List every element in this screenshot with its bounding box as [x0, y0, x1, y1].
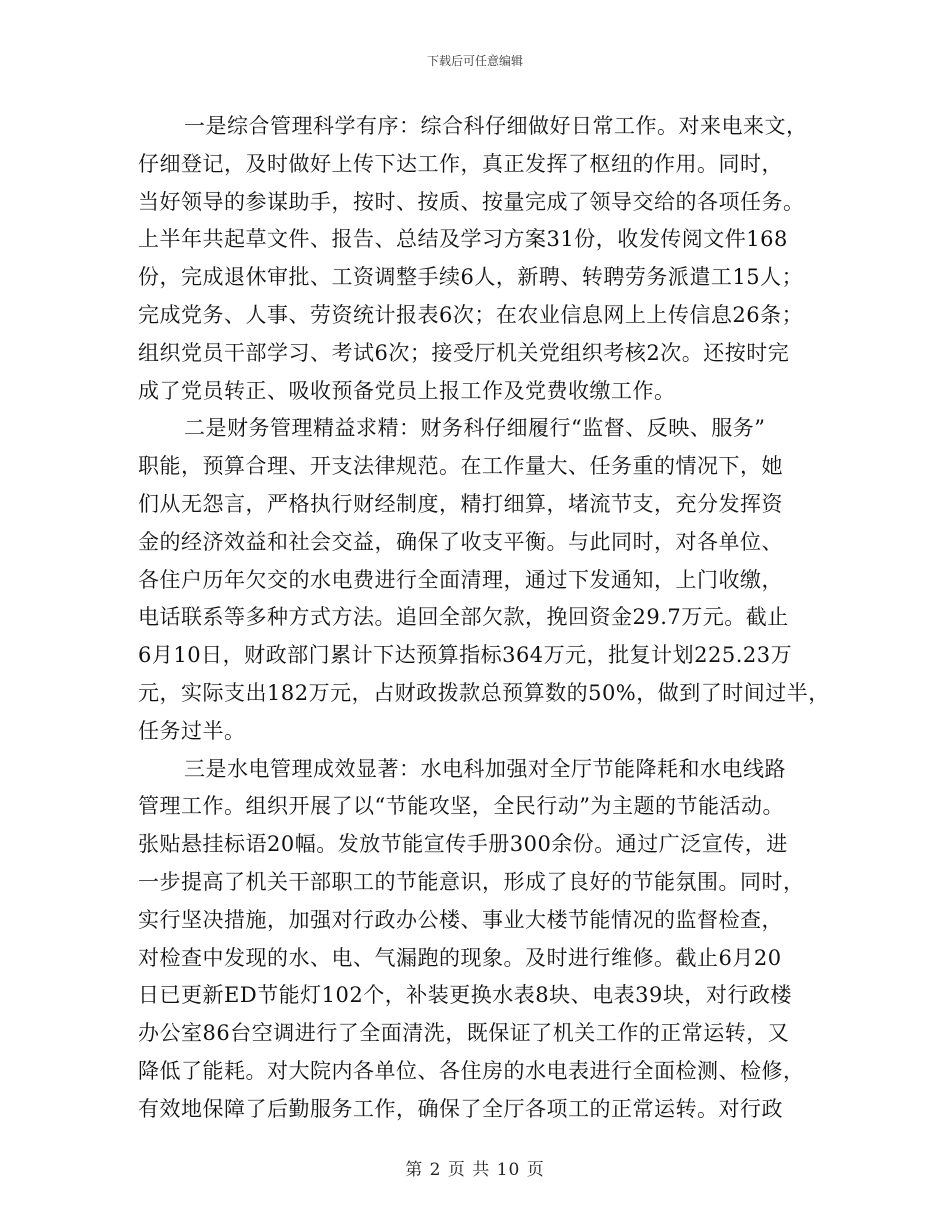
paragraph-line: 一是综合管理科学有序：综合科仔细做好日常工作。对来电来文，: [184, 114, 808, 138]
paragraph-line: 当好领导的参谋助手，按时、按质、按量完成了领导交给的各项任务。: [138, 189, 805, 214]
paragraph-line: 组织党员干部学习、考试6次；接受厅机关党组织考核2次。还按时完: [138, 340, 790, 365]
paragraph-line: 日已更新ED节能灯102个，补装更换水表8块、电表39块，对行政楼: [138, 983, 792, 1008]
paragraph-line: 上半年共起草文件、报告、总结及学习方案31份，收发传阅文件168: [138, 227, 788, 252]
paragraph-line: 一步提高了机关干部职工的节能意识，形成了良好的节能氛围。同时，: [138, 869, 805, 894]
paragraph-line: 职能，预算合理、开支法律规范。在工作量大、任务重的情况下，她: [138, 454, 783, 479]
paragraph-line: 三是水电管理成效显著：水电科加强对全厅节能降耗和水电线路: [184, 756, 786, 781]
body-text: [138, 108, 830, 1129]
page-header: 下载后可任意编辑: [426, 54, 523, 68]
paragraph-line: 金的经济效益和社会交益，确保了收支平衡。与此同时，对各单位、: [138, 529, 783, 554]
paragraph-line: 份，完成退休审批、工资调整手续6人，新聘、转聘劳务派遣工15人；: [138, 265, 804, 290]
paragraph-line: 完成党务、人事、劳资统计报表6次；在农业信息网上上传信息26条；: [138, 302, 804, 327]
paragraph-line: 们从无怨言，严格执行财经制度，精打细算，堵流节支，充分发挥资: [138, 491, 783, 516]
paragraph-line: 元，实际支出182万元，占财政拨款总预算数的50%，做到了时间过半，: [138, 680, 830, 705]
paragraph-line: 任务过半。: [138, 718, 246, 743]
paragraph-line: 有效地保障了后勤服务工作，确保了全厅各项工的正常运转。对行政: [138, 1096, 783, 1121]
paragraph-line: 6月10日，财政部门累计下达预算指标364万元，批复计划225.23万: [138, 643, 793, 668]
paragraph-line: 实行坚决措施，加强对行政办公楼、事业大楼节能情况的监督检查，: [138, 907, 783, 932]
paragraph-line: 仔细登记，及时做好上传下达工作，真正发挥了枢纽的作用。同时，: [138, 151, 783, 176]
page-number-footer: 第 2 页 共 10 页: [405, 1160, 545, 1180]
paragraph-line: 电话联系等多种方式方法。追回全部欠款，挽回资金29.7万元。截止: [138, 605, 789, 630]
paragraph-line: 二是财务管理精益求精：财务科仔细履行“监督、反映、服务”: [184, 416, 766, 441]
paragraph-line: 对检查中发现的水、电、气漏跑的现象。及时进行维修。截止6月20: [138, 945, 782, 970]
paragraph-line: 各住户历年欠交的水电费进行全面清理，通过下发通知，上门收缴，: [138, 567, 783, 592]
paragraph-line: 降低了能耗。对大院内各单位、各住房的水电表进行全面检测、检修，: [138, 1058, 805, 1083]
paragraph-line: 张贴悬挂标语20幅。发放节能宣传手册300余份。通过广泛宣传，进: [138, 832, 788, 857]
paragraph-line: 办公室86台空调进行了全面清洗，既保证了机关工作的正常运转，又: [138, 1021, 790, 1046]
paragraph-line: 管理工作。组织开展了以“节能攻坚，全民行动”为主题的节能活动。: [138, 794, 784, 819]
paragraph-line: 成了党员转正、吸收预备党员上报工作及党费收缴工作。: [138, 378, 676, 403]
